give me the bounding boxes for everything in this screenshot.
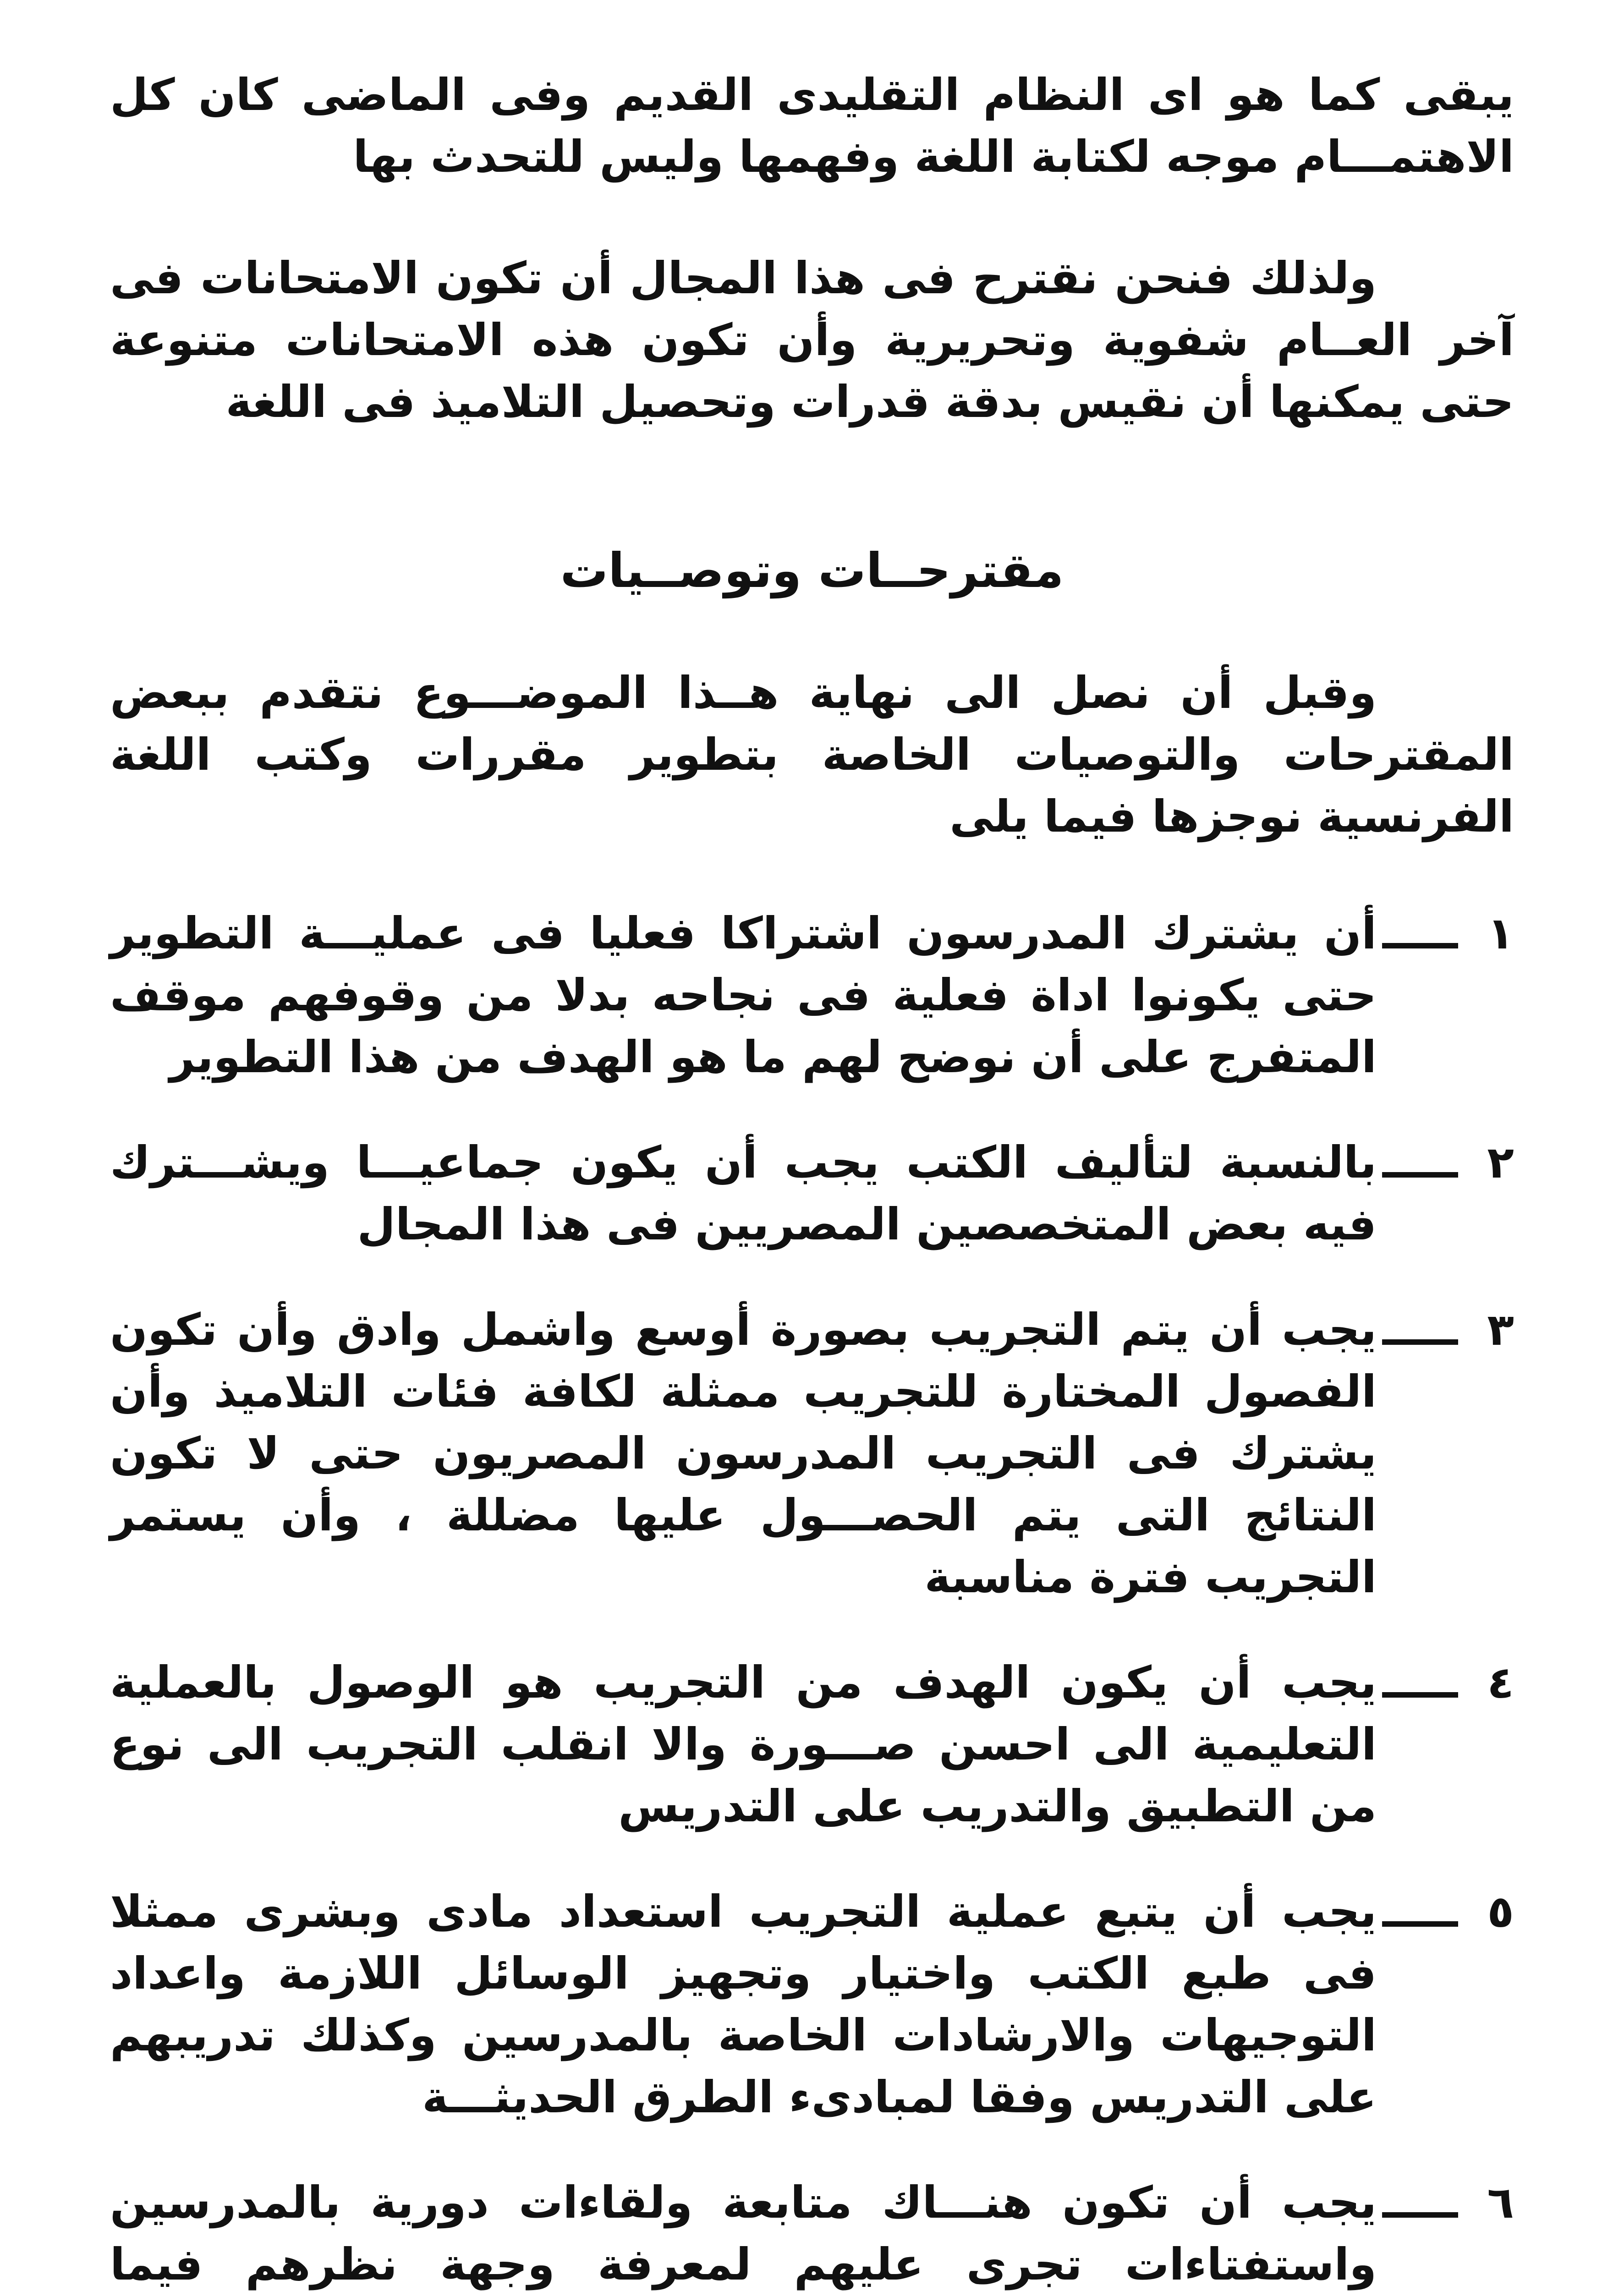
intro-paragraph-2: ولذلك فنحن نقترح فى هذا المجال أن تكون الامتحانات فى آخر العــام شفوية وتحريرية وأن تكون هذه الامتحانات متنوعة حتى يمكنها أن نقيس بدقة قدرات وتحصيل التلاميذ فى اللغة — [110, 252, 1514, 428]
item-dash: ـــــ — [1382, 908, 1458, 959]
intro-paragraph-1: يبقى كما هو اى النظام التقليدى القديم وفى الماضى كان كل الاهتمـــام موجه لكتابة اللغة وفهمها وليس للتحدث بها — [110, 69, 1514, 182]
item-dash: ـــــ — [1382, 1657, 1458, 1708]
item-dash: ـــــ — [1382, 2177, 1458, 2228]
recommendation-item — [110, 1881, 1514, 2128]
item-text: يجب أن تكون هنـــاك متابعة ولقاءات دورية بالمدرسين واستفتاءات تجرى عليهم لمعرفة وجهة نظرهم فيما — [110, 2177, 1377, 2290]
recommendation-item — [110, 1652, 1514, 1837]
item-text: يجب أن يكون الهدف من التجريب هو الوصول بالعملية التعليمية الى احسن صـــورة والا انقلب التجريب الى نوع من التطبيق والتدريب على التدريس — [110, 1657, 1377, 1832]
recommendation-item — [110, 903, 1514, 1088]
item-number: ٢ — [1487, 1137, 1514, 1188]
item-number: ١ — [1487, 908, 1514, 959]
item-dash: ـــــ — [1382, 1137, 1458, 1188]
item-number: ٥ — [1487, 1886, 1514, 1937]
recommendation-item — [110, 1132, 1514, 1255]
section-lead-paragraph: وقبل أن نصل الى نهاية هــذا الموضـــوع نتقدم ببعض المقترحات والتوصيات الخاصة بتطوير مقررات وكتب اللغة الفرنسية نوجزها فيما يلى — [110, 667, 1514, 842]
item-text: بالنسبة لتأليف الكتب يجب أن يكون جماعيـــا ويشـــترك فيه بعض المتخصصين المصريين فى هذا المجال — [110, 1137, 1377, 1250]
recommendation-item — [110, 2172, 1514, 2291]
item-number: ٤ — [1487, 1657, 1514, 1708]
item-dash: ـــــ — [1382, 1886, 1458, 1937]
item-number: ٦ — [1487, 2177, 1514, 2228]
item-number: ٣ — [1487, 1304, 1514, 1355]
recommendations-list — [110, 903, 1514, 2291]
item-text: يجب أن يتبع عملية التجريب استعداد مادى وبشرى ممثلا فى طبع الكتب واختيار وتجهيز الوسائل اللازمة واعداد التوجيهات والارشادات الخاصة بالمدرسين وكذلك تدريبهم على التدريس وفقا لمبادىء الطرق الحديثـــة — [110, 1886, 1377, 2123]
item-text: يجب أن يتم التجريب بصورة أوسع واشمل وادق وأن تكون الفصول المختارة للتجريب ممثلة لكافة فئات التلاميذ وأن يشترك فى التجريب المدرسون المصريون حتى لا تكون النتائج التى يتم الحصـــول عليها مضللة ، وأن يستمر التجريب فترة مناسبة — [110, 1304, 1377, 1603]
recommendation-item — [110, 1299, 1514, 1608]
item-text: أن يشترك المدرسون اشتراكا فعليا فى عمليـــة التطوير حتى يكونوا اداة فعلية فى نجاحه بدلا من وقوفهم موقف المتفرج على أن نوضح لهم ما هو الهدف من هذا التطوير — [110, 908, 1377, 1083]
item-dash: ـــــ — [1382, 1304, 1458, 1355]
section-heading: مقترحــات وتوصــيات — [560, 543, 1064, 598]
document-page — [110, 64, 1514, 2291]
